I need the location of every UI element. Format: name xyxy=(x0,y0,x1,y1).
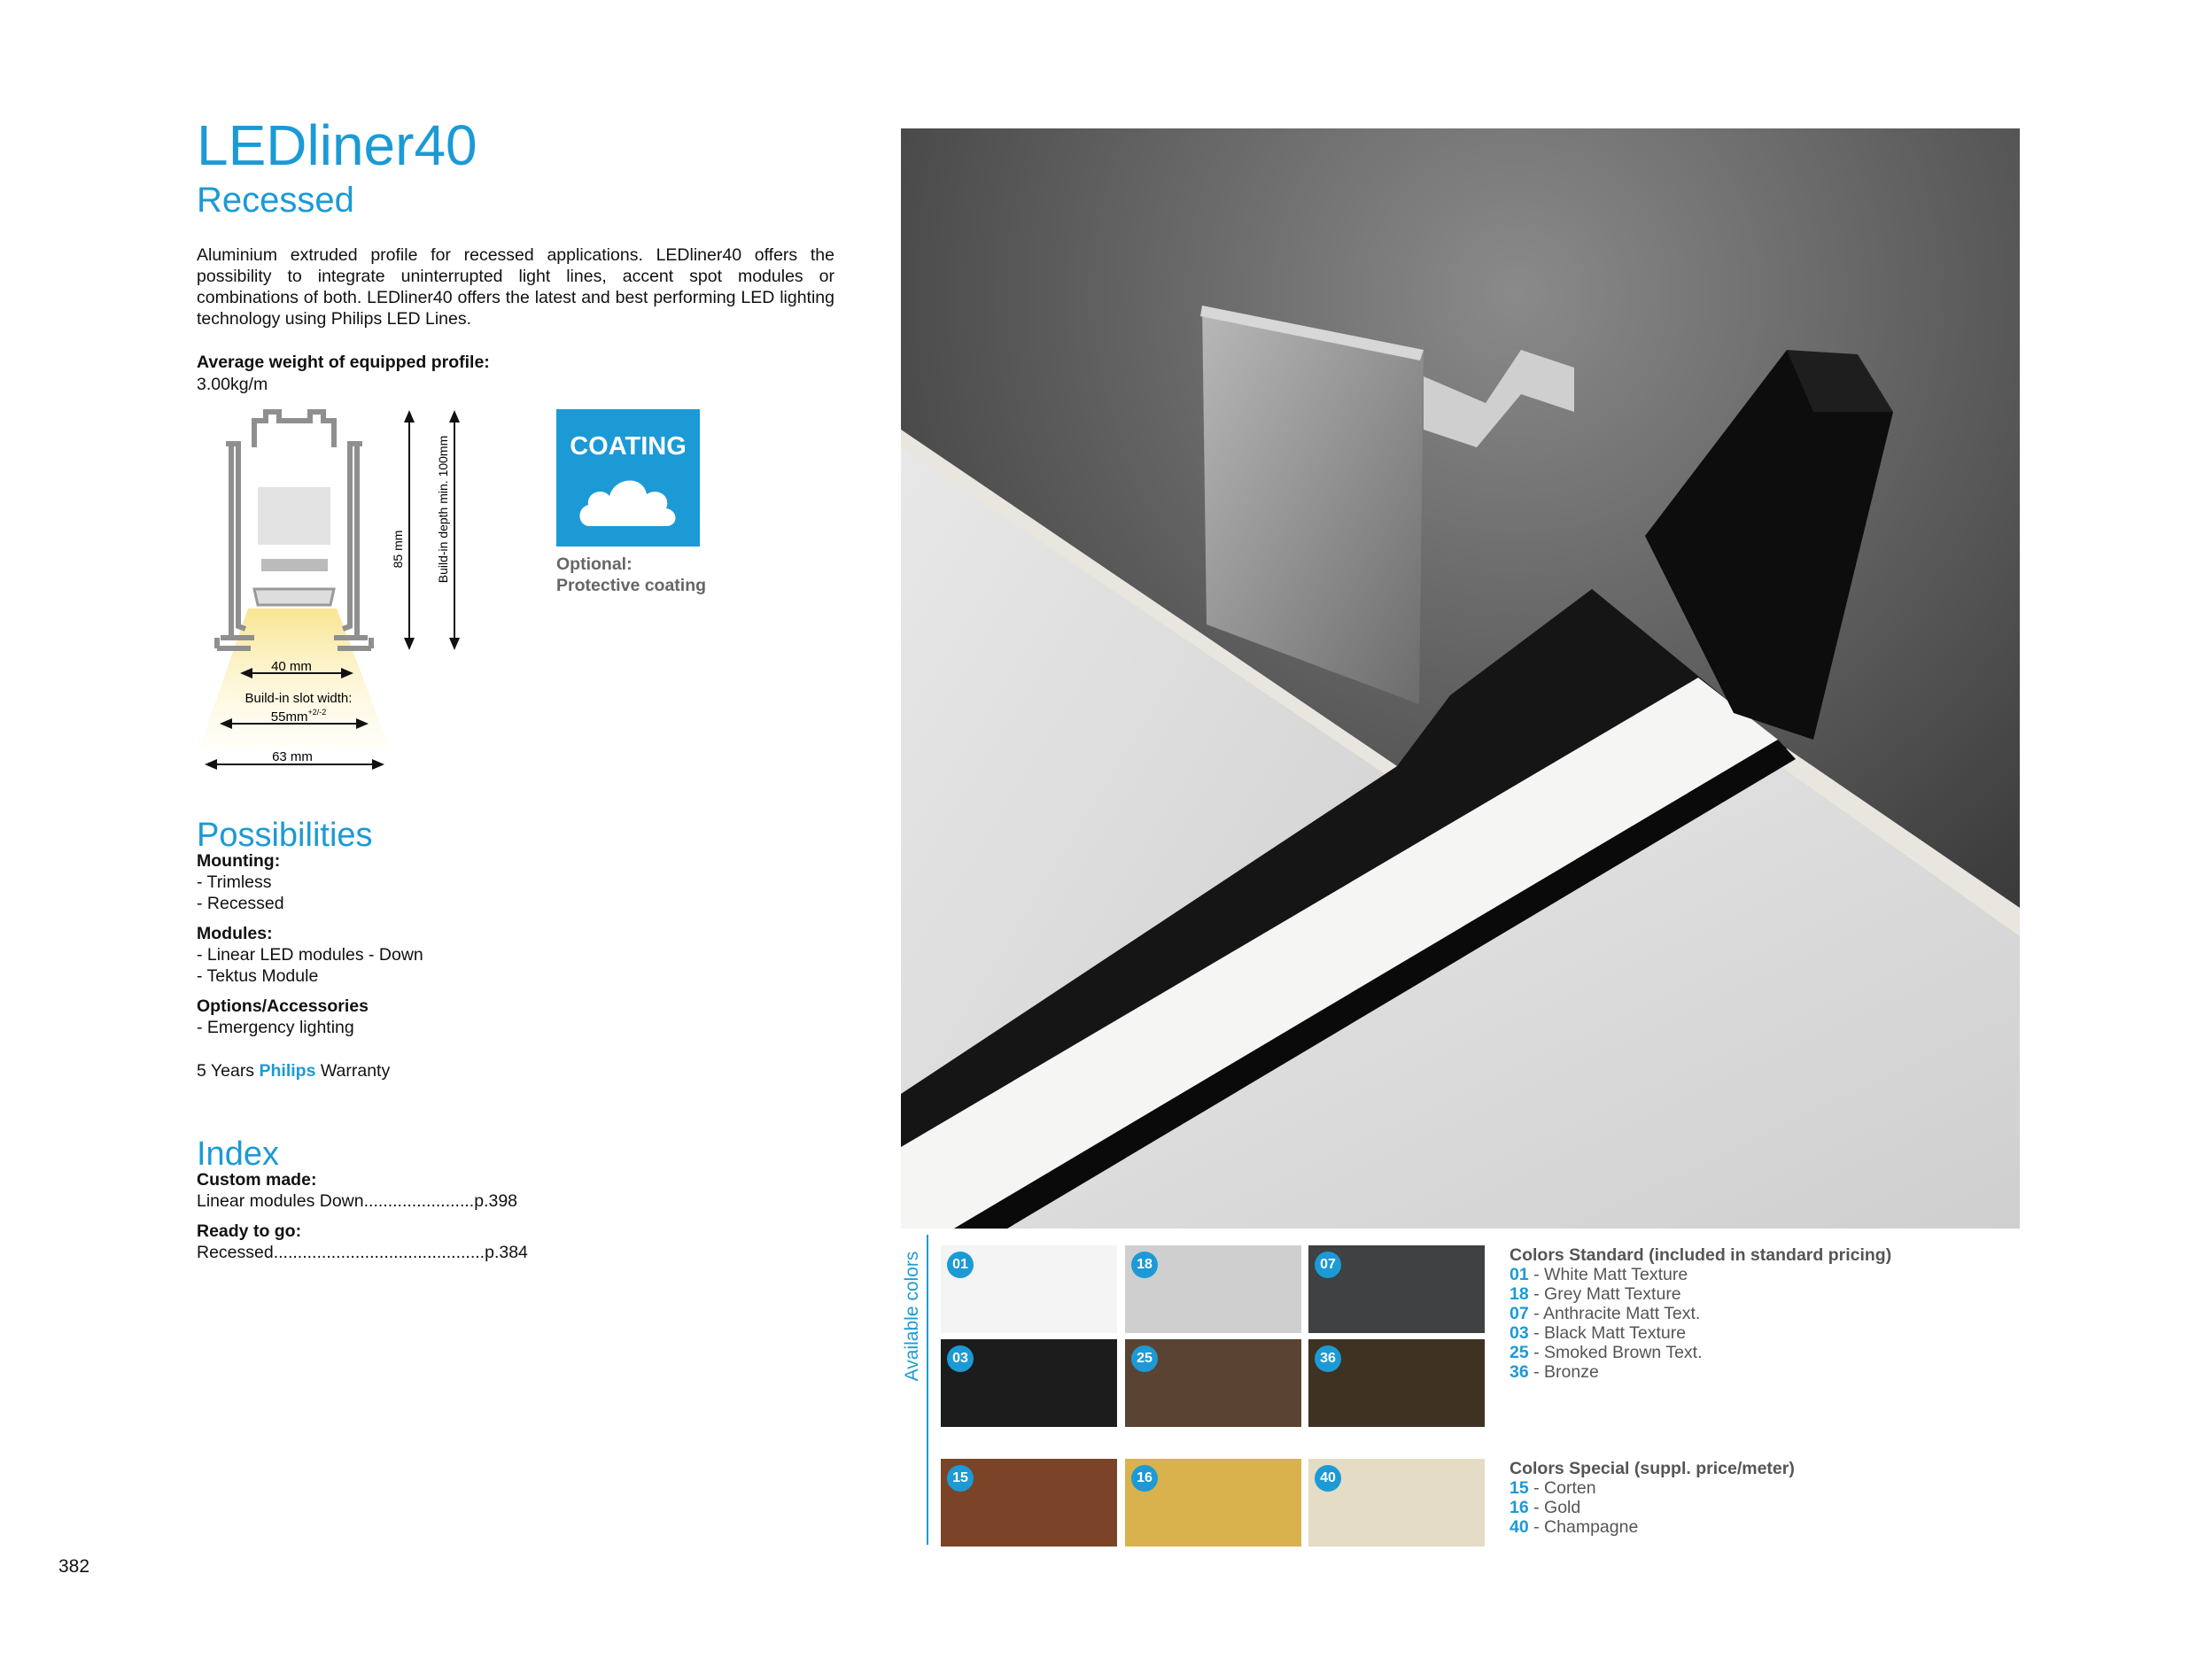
color-swatch-03[interactable] xyxy=(941,1339,1117,1427)
dim-height: 85 mm xyxy=(391,530,405,569)
swatch-code-badge: 01 xyxy=(947,1252,974,1278)
color-swatch-25[interactable] xyxy=(1125,1339,1301,1427)
slot-width-tolerance: +2/-2 xyxy=(307,708,327,717)
color-legend-item: 40 - Champagne xyxy=(1510,1517,1639,1537)
mounting-item: - Trimless xyxy=(197,872,272,892)
mounting-item: - Recessed xyxy=(197,894,284,913)
slot-width-value: 55mm xyxy=(270,709,308,725)
led-board xyxy=(261,559,328,571)
color-legend-item: 36 - Bronze xyxy=(1510,1362,1599,1382)
product-render-image xyxy=(901,128,2020,1229)
color-legend-item: 25 - Smoked Brown Text. xyxy=(1510,1343,1703,1362)
standard-colors-title: Colors Standard (included in standard pricing) xyxy=(1510,1245,1892,1265)
swatch-code-badge: 03 xyxy=(947,1345,974,1372)
color-legend-item: 16 - Gold xyxy=(1510,1498,1581,1517)
warranty-line xyxy=(197,1060,817,1081)
index-entry-name: Recessed xyxy=(197,1243,274,1262)
color-legend-item: 07 - Anthracite Matt Text. xyxy=(1510,1304,1701,1323)
custom-made-label: Custom made: xyxy=(197,1170,317,1190)
index-leader-dots: ....................... xyxy=(363,1191,475,1211)
special-colors-legend xyxy=(1510,1459,1970,1537)
page-number: 382 xyxy=(58,1556,90,1577)
svg-text:Available colors: Available colors xyxy=(902,1251,922,1382)
dim-inner-width: 40 mm xyxy=(271,659,312,674)
index-entry-page: p.384 xyxy=(485,1243,528,1262)
color-swatch-grid xyxy=(941,1245,1490,1547)
modules-item: - Linear LED modules - Down xyxy=(197,945,423,965)
color-swatch-07[interactable] xyxy=(1308,1245,1485,1333)
color-legend-item: 15 - Corten xyxy=(1510,1478,1596,1498)
dim-build-depth: Build-in depth min. 100mm xyxy=(436,435,450,584)
weight-value: 3.00kg/m xyxy=(197,375,268,394)
index-entry-name: Linear modules Down xyxy=(197,1191,364,1211)
options-item: - Emergency lighting xyxy=(197,1018,354,1037)
light-beam xyxy=(199,609,390,748)
color-legend-item: 01 - White Matt Texture xyxy=(1510,1265,1688,1284)
warranty-post: Warranty xyxy=(315,1061,391,1081)
index-entry-page: p.398 xyxy=(474,1191,518,1211)
cloud-icon xyxy=(574,471,682,533)
optional-text: Protective coating xyxy=(556,576,707,595)
possibilities-heading: Possibilities xyxy=(197,817,373,854)
product-title: LEDliner40 xyxy=(197,113,477,177)
swatch-code-badge: 36 xyxy=(1315,1345,1341,1372)
possibilities-section xyxy=(197,850,817,1081)
optional-label: Optional: xyxy=(556,554,633,574)
color-swatch-40[interactable] xyxy=(1308,1459,1485,1547)
color-swatch-18[interactable] xyxy=(1125,1245,1301,1333)
mounting-label: Mounting: xyxy=(197,851,281,871)
dim-outer-width: 63 mm xyxy=(272,749,313,764)
coating-optional-note xyxy=(556,554,706,596)
index-heading: Index xyxy=(197,1136,279,1173)
available-colors-rule xyxy=(927,1235,928,1545)
swatch-code-badge: 07 xyxy=(1315,1252,1341,1278)
special-colors-title: Colors Special (suppl. price/meter) xyxy=(1510,1459,1795,1478)
color-swatch-15[interactable] xyxy=(941,1459,1117,1547)
swatch-code-badge: 15 xyxy=(947,1465,974,1492)
warranty-pre: 5 Years xyxy=(197,1061,260,1081)
coating-label: COATING xyxy=(570,432,687,461)
slot-width-label: Build-in slot width: xyxy=(244,691,353,706)
index-entry-ready[interactable] xyxy=(197,1242,817,1263)
coating-badge xyxy=(556,409,700,547)
index-entry-custom[interactable] xyxy=(197,1190,817,1212)
diffuser xyxy=(254,589,334,605)
weight-label: Average weight of equipped profile: xyxy=(197,353,490,372)
product-subtitle: Recessed xyxy=(197,181,354,220)
available-colors-label xyxy=(896,1240,925,1392)
product-description: Aluminium extruded profile for recessed applications. LEDliner40 offers the possibility to integrate uninterrupted light lines, accent spot modules or combinations of both. LEDliner40 offers the latest and best performing LED lighting technology using Philips LED Lines. xyxy=(197,245,834,329)
warranty-brand: Philips xyxy=(259,1061,316,1081)
modules-item: - Tektus Module xyxy=(197,966,319,986)
color-swatch-01[interactable] xyxy=(941,1245,1117,1333)
swatch-code-badge: 18 xyxy=(1131,1252,1158,1278)
swatch-code-badge: 40 xyxy=(1315,1465,1341,1492)
color-legend-item: 03 - Black Matt Texture xyxy=(1510,1323,1687,1343)
led-driver-block xyxy=(258,487,330,545)
standard-colors-legend xyxy=(1510,1245,1970,1382)
modules-label: Modules: xyxy=(197,924,273,943)
index-leader-dots: ............................................ xyxy=(273,1243,485,1262)
color-legend-item: 18 - Grey Matt Texture xyxy=(1510,1284,1681,1304)
color-swatch-16[interactable] xyxy=(1125,1459,1301,1547)
index-section xyxy=(197,1169,817,1263)
ready-to-go-label: Ready to go: xyxy=(197,1221,302,1241)
profile-cross-section-diagram xyxy=(199,403,483,784)
swatch-code-badge: 16 xyxy=(1131,1465,1158,1492)
color-swatch-36[interactable] xyxy=(1308,1339,1485,1427)
options-label: Options/Accessories xyxy=(197,996,369,1016)
swatch-code-badge: 25 xyxy=(1131,1345,1158,1372)
